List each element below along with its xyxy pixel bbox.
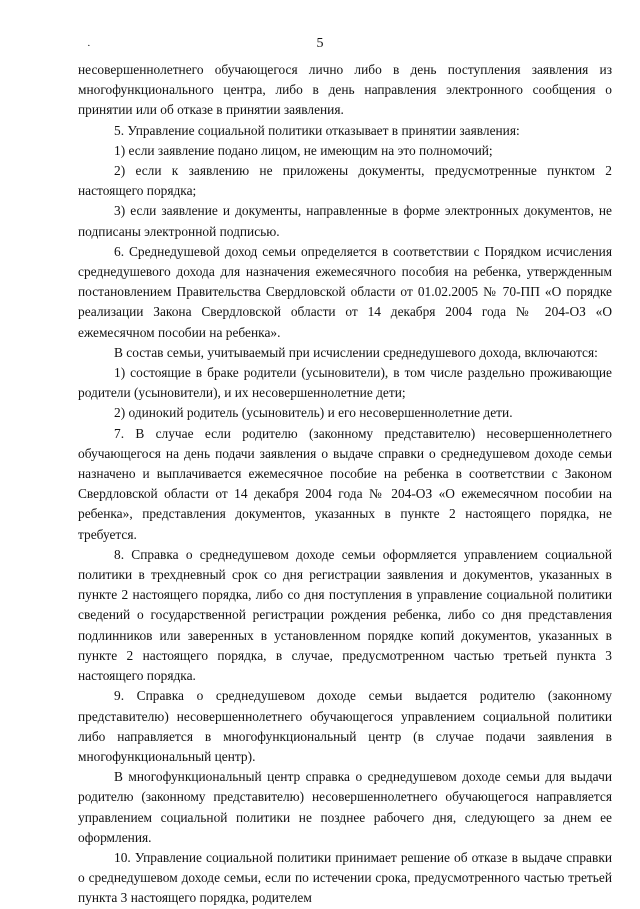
page-number: 5 bbox=[316, 36, 324, 51]
paragraph: 10. Управление социальной политики принимает решение об отказе в выдаче справки о среднедушевом доходе семьи, если по истечении срока, предусмотренного частью третьей пункта 3 настоящего порядка, родителем bbox=[78, 849, 612, 906]
scan-mark: · bbox=[87, 40, 91, 52]
paragraph: 1) состоящие в браке родители (усыновители), в том числе раздельно проживающие родители (усыновители), и их несовершеннолетние дети; bbox=[78, 365, 612, 401]
paragraph: 3) если заявление и документы, направленные в форме электронных документов, не подписаны электронной подписью. bbox=[78, 203, 612, 239]
document-body bbox=[78, 60, 612, 909]
paragraph: В многофункциональный центр справка о среднедушевом доходе семьи для выдачи родителю (законному представителю) несовершеннолетнего обучающегося направляется управлением социальной политики не позднее рабочего дня, следующего за днем ее оформления. bbox=[78, 769, 612, 845]
paragraph: 8. Справка о среднедушевом доходе семьи оформляется управлением социальной политики в трехдневный срок со дня регистрации заявления и документов, указанных в пункте 2 настоящего порядка, либо со дня поступления в управление социальной политики сведений о государственной регистрации рождения ребенка, либо со дня представления подлинников или заверенных в установленном порядке копий документов, указанных в пункте 2 настоящего порядка, в случае, предусмотренном частью третьей пункта 3 настоящего порядка. bbox=[78, 546, 612, 684]
paragraph: 2) если к заявлению не приложены документы, предусмотренные пунктом 2 настоящего порядка; bbox=[78, 163, 612, 199]
paragraph: 5. Управление социальной политики отказывает в принятии заявления: bbox=[114, 122, 520, 138]
paragraph: 6. Среднедушевой доход семьи определяется в соответствии с Порядком исчисления среднедушевого дохода для назначения ежемесячного пособия на ребенка, утвержденным постановлением Правительства Свердловской области от 01.02.2005 № 70-ПП «О порядке реализации Закона Свердловской области от 14 декабря 2004 года № 204-ОЗ «О ежемесячном пособии на ребенка». bbox=[78, 243, 612, 340]
paragraph: В состав семьи, учитываемый при исчислении среднедушевого дохода, включаются: bbox=[114, 344, 598, 360]
paragraph: 2) одинокий родитель (усыновитель) и его несовершеннолетние дети. bbox=[114, 405, 513, 421]
paragraph: 9. Справка о среднедушевом доходе семьи выдается родителю (законному представителю) несовершеннолетнего обучающегося управлением социальной политики либо направляется в многофункциональный центр (в случае подачи заявления в многофункциональный центр). bbox=[78, 688, 612, 764]
paragraph: 7. В случае если родителю (законному представителю) несовершеннолетнего обучающегося на день подачи заявления о выдаче справки о среднедушевом доходе семьи назначено и выплачивается ежемесячное пособие на ребенка в соответствии с Законом Свердловской области от 14 декабря 2004 года № 204-ОЗ «О ежемесячном пособии на ребенка», представления документов, указанных в пункте 2 настоящего порядка, не требуется. bbox=[78, 425, 612, 542]
paragraph: несовершеннолетнего обучающегося лично либо в день поступления заявления из многофункционального центра, либо в день направления электронного сообщения о принятии или об отказе в принятии заявления. bbox=[78, 62, 612, 118]
paragraph: 1) если заявление подано лицом, не имеющим на это полномочий; bbox=[114, 142, 493, 158]
